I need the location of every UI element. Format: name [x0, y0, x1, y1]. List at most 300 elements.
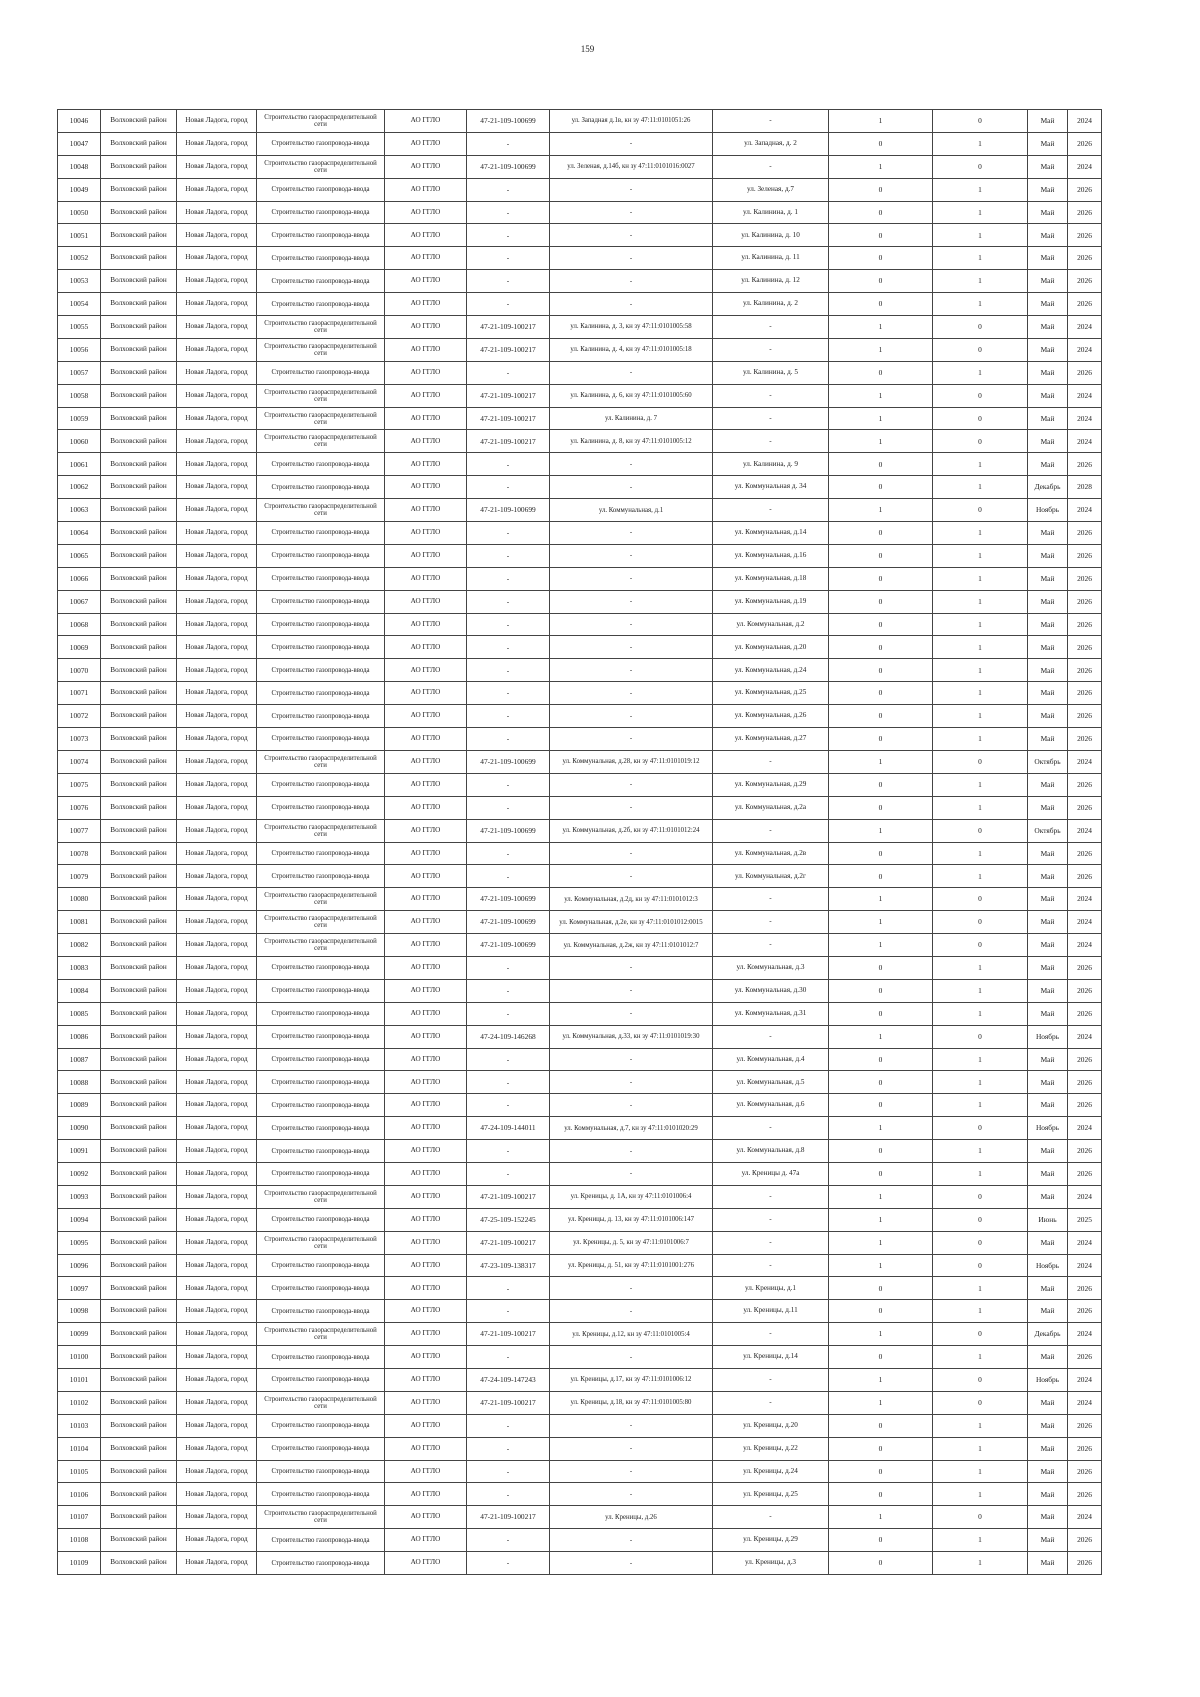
cell-count-inlet: 1: [933, 567, 1028, 590]
cell-settlement: Новая Ладога, город: [177, 1483, 257, 1506]
cell-year: 2026: [1068, 1162, 1102, 1185]
cell-operator: АО ГГЛО: [385, 407, 467, 430]
cell-target-address: -: [713, 338, 829, 361]
cell-object-address: -: [550, 178, 713, 201]
cell-registry-id: -: [467, 1346, 550, 1369]
cell-count-inlet: 1: [933, 1346, 1028, 1369]
cell-count-inlet: 1: [933, 178, 1028, 201]
cell-settlement: Новая Ладога, город: [177, 476, 257, 499]
cell-settlement: Новая Ладога, город: [177, 865, 257, 888]
cell-registry-id: -: [467, 773, 550, 796]
cell-district: Волховский район: [101, 1254, 177, 1277]
cell-row-number: 10076: [58, 796, 101, 819]
cell-year: 2026: [1068, 201, 1102, 224]
cell-district: Волховский район: [101, 544, 177, 567]
cell-registry-id: -: [467, 728, 550, 751]
cell-object-address: ул. Коммунальная, д.28, кн зу 47:11:0101019:12: [550, 750, 713, 773]
cell-operator: АО ГГЛО: [385, 1437, 467, 1460]
cell-month: Октябрь: [1028, 750, 1068, 773]
cell-district: Волховский район: [101, 750, 177, 773]
cell-registry-id: 47-21-109-100217: [467, 1323, 550, 1346]
cell-operator: АО ГГЛО: [385, 1002, 467, 1025]
cell-settlement: Новая Ладога, город: [177, 911, 257, 934]
cell-row-number: 10046: [58, 110, 101, 133]
cell-month: Ноябрь: [1028, 1117, 1068, 1140]
cell-row-number: 10072: [58, 705, 101, 728]
table-row: [58, 1048, 1102, 1071]
cell-registry-id: 47-24-109-144011: [467, 1117, 550, 1140]
cell-object-address: ул. Креницы, д.18, кн зу 47:11:0101005:80: [550, 1391, 713, 1414]
cell-row-number: 10084: [58, 979, 101, 1002]
cell-settlement: Новая Ладога, город: [177, 819, 257, 842]
cell-work-type: Строительство газораспределительной сети: [257, 888, 385, 911]
cell-settlement: Новая Ладога, город: [177, 201, 257, 224]
cell-year: 2026: [1068, 1483, 1102, 1506]
cell-month: Май: [1028, 132, 1068, 155]
cell-operator: АО ГГЛО: [385, 1254, 467, 1277]
cell-year: 2026: [1068, 1414, 1102, 1437]
cell-district: Волховский район: [101, 1529, 177, 1552]
cell-work-type: Строительство газопровода-ввода: [257, 178, 385, 201]
cell-target-address: -: [713, 1208, 829, 1231]
cell-registry-id: 47-21-109-100699: [467, 819, 550, 842]
cell-work-type: Строительство газопровода-ввода: [257, 1117, 385, 1140]
cell-count-inlet: 0: [933, 750, 1028, 773]
cell-year: 2026: [1068, 1460, 1102, 1483]
cell-operator: АО ГГЛО: [385, 590, 467, 613]
cell-district: Волховский район: [101, 728, 177, 751]
cell-count-network: 1: [829, 1368, 933, 1391]
cell-settlement: Новая Ладога, город: [177, 1071, 257, 1094]
cell-month: Май: [1028, 1552, 1068, 1575]
cell-registry-id: -: [467, 1094, 550, 1117]
cell-district: Волховский район: [101, 682, 177, 705]
cell-settlement: Новая Ладога, город: [177, 613, 257, 636]
cell-row-number: 10101: [58, 1368, 101, 1391]
cell-work-type: Строительство газопровода-ввода: [257, 1162, 385, 1185]
cell-month: Ноябрь: [1028, 1254, 1068, 1277]
cell-settlement: Новая Ладога, город: [177, 567, 257, 590]
cell-operator: АО ГГЛО: [385, 476, 467, 499]
cell-target-address: -: [713, 1117, 829, 1140]
cell-work-type: Строительство газопровода-ввода: [257, 1346, 385, 1369]
cell-row-number: 10063: [58, 499, 101, 522]
cell-settlement: Новая Ладога, город: [177, 888, 257, 911]
cell-year: 2024: [1068, 819, 1102, 842]
cell-month: Май: [1028, 270, 1068, 293]
cell-operator: АО ГГЛО: [385, 1208, 467, 1231]
cell-settlement: Новая Ладога, город: [177, 956, 257, 979]
cell-district: Волховский район: [101, 476, 177, 499]
cell-count-network: 0: [829, 590, 933, 613]
cell-work-type: Строительство газораспределительной сети: [257, 338, 385, 361]
cell-work-type: Строительство газопровода-ввода: [257, 453, 385, 476]
cell-registry-id: 47-21-109-100217: [467, 1506, 550, 1529]
cell-target-address: -: [713, 407, 829, 430]
cell-object-address: ул. Коммунальная, д.2ж, кн зу 47:11:0101012:7: [550, 934, 713, 957]
cell-count-network: 1: [829, 1185, 933, 1208]
cell-target-address: ул. Коммунальная, д.8: [713, 1140, 829, 1163]
cell-count-network: 0: [829, 956, 933, 979]
cell-month: Май: [1028, 842, 1068, 865]
cell-month: Май: [1028, 338, 1068, 361]
cell-work-type: Строительство газопровода-ввода: [257, 705, 385, 728]
cell-count-inlet: 1: [933, 979, 1028, 1002]
cell-month: Ноябрь: [1028, 1025, 1068, 1048]
cell-year: 2026: [1068, 567, 1102, 590]
cell-registry-id: 47-21-109-100217: [467, 338, 550, 361]
cell-row-number: 10056: [58, 338, 101, 361]
cell-object-address: -: [550, 1300, 713, 1323]
cell-district: Волховский район: [101, 1117, 177, 1140]
cell-object-address: -: [550, 1162, 713, 1185]
cell-registry-id: -: [467, 1300, 550, 1323]
cell-month: Май: [1028, 1140, 1068, 1163]
cell-count-inlet: 1: [933, 224, 1028, 247]
cell-operator: АО ГГЛО: [385, 750, 467, 773]
cell-target-address: ул. Калинина, д. 9: [713, 453, 829, 476]
cell-district: Волховский район: [101, 430, 177, 453]
cell-row-number: 10052: [58, 247, 101, 270]
cell-year: 2024: [1068, 1506, 1102, 1529]
cell-object-address: -: [550, 1437, 713, 1460]
cell-operator: АО ГГЛО: [385, 1277, 467, 1300]
cell-year: 2026: [1068, 705, 1102, 728]
cell-count-network: 0: [829, 1483, 933, 1506]
cell-count-inlet: 0: [933, 888, 1028, 911]
cell-year: 2026: [1068, 1071, 1102, 1094]
cell-month: Май: [1028, 1185, 1068, 1208]
cell-year: 2024: [1068, 155, 1102, 178]
cell-district: Волховский район: [101, 1277, 177, 1300]
cell-row-number: 10107: [58, 1506, 101, 1529]
cell-row-number: 10092: [58, 1162, 101, 1185]
cell-count-network: 1: [829, 1323, 933, 1346]
cell-month: Май: [1028, 1437, 1068, 1460]
cell-operator: АО ГГЛО: [385, 865, 467, 888]
cell-month: Май: [1028, 1002, 1068, 1025]
cell-row-number: 10093: [58, 1185, 101, 1208]
cell-registry-id: 47-21-109-100699: [467, 499, 550, 522]
cell-registry-id: -: [467, 293, 550, 316]
cell-object-address: ул. Креницы, д. 1А, кн зу 47:11:0101006:4: [550, 1185, 713, 1208]
cell-target-address: ул. Креницы, д.20: [713, 1414, 829, 1437]
cell-year: 2024: [1068, 407, 1102, 430]
cell-month: Май: [1028, 544, 1068, 567]
cell-count-network: 0: [829, 1048, 933, 1071]
table-row: [58, 1277, 1102, 1300]
cell-count-network: 0: [829, 476, 933, 499]
cell-count-network: 1: [829, 1254, 933, 1277]
cell-count-inlet: 0: [933, 499, 1028, 522]
cell-year: 2026: [1068, 247, 1102, 270]
cell-object-address: ул. Калинина, д. 4, кн зу 47:11:0101005:18: [550, 338, 713, 361]
cell-work-type: Строительство газопровода-ввода: [257, 636, 385, 659]
cell-registry-id: -: [467, 682, 550, 705]
table-row: [58, 316, 1102, 339]
cell-settlement: Новая Ладога, город: [177, 659, 257, 682]
cell-object-address: -: [550, 682, 713, 705]
cell-registry-id: -: [467, 1162, 550, 1185]
cell-operator: АО ГГЛО: [385, 1391, 467, 1414]
table-row: [58, 1300, 1102, 1323]
cell-target-address: -: [713, 499, 829, 522]
cell-operator: АО ГГЛО: [385, 567, 467, 590]
cell-settlement: Новая Ладога, город: [177, 224, 257, 247]
cell-row-number: 10073: [58, 728, 101, 751]
cell-count-network: 1: [829, 888, 933, 911]
cell-object-address: ул. Калинина, д. 8, кн зу 47:11:0101005:12: [550, 430, 713, 453]
cell-target-address: ул. Креницы, д.22: [713, 1437, 829, 1460]
cell-district: Волховский район: [101, 224, 177, 247]
cell-count-inlet: 1: [933, 476, 1028, 499]
cell-district: Волховский район: [101, 316, 177, 339]
cell-count-inlet: 1: [933, 773, 1028, 796]
cell-target-address: -: [713, 1391, 829, 1414]
cell-operator: АО ГГЛО: [385, 132, 467, 155]
cell-operator: АО ГГЛО: [385, 1162, 467, 1185]
table-row: [58, 979, 1102, 1002]
cell-object-address: -: [550, 1346, 713, 1369]
table-row: [58, 132, 1102, 155]
cell-count-inlet: 0: [933, 1117, 1028, 1140]
table-row: [58, 1208, 1102, 1231]
cell-object-address: -: [550, 636, 713, 659]
cell-settlement: Новая Ладога, город: [177, 1254, 257, 1277]
cell-registry-id: -: [467, 1437, 550, 1460]
table-row: [58, 178, 1102, 201]
cell-work-type: Строительство газопровода-ввода: [257, 1414, 385, 1437]
cell-count-network: 0: [829, 636, 933, 659]
cell-settlement: Новая Ладога, город: [177, 1002, 257, 1025]
cell-object-address: -: [550, 773, 713, 796]
cell-count-inlet: 1: [933, 453, 1028, 476]
cell-operator: АО ГГЛО: [385, 1048, 467, 1071]
cell-row-number: 10053: [58, 270, 101, 293]
cell-year: 2024: [1068, 1025, 1102, 1048]
cell-registry-id: -: [467, 247, 550, 270]
cell-registry-id: -: [467, 270, 550, 293]
cell-target-address: -: [713, 819, 829, 842]
cell-district: Волховский район: [101, 979, 177, 1002]
cell-count-inlet: 1: [933, 1483, 1028, 1506]
cell-row-number: 10075: [58, 773, 101, 796]
cell-work-type: Строительство газораспределительной сети: [257, 911, 385, 934]
cell-work-type: Строительство газораспределительной сети: [257, 1506, 385, 1529]
cell-row-number: 10109: [58, 1552, 101, 1575]
cell-target-address: ул. Коммунальная, д.14: [713, 522, 829, 545]
cell-settlement: Новая Ладога, город: [177, 361, 257, 384]
cell-registry-id: 47-21-109-100217: [467, 384, 550, 407]
cell-target-address: ул. Креницы, д.14: [713, 1346, 829, 1369]
cell-row-number: 10068: [58, 613, 101, 636]
cell-settlement: Новая Ладога, город: [177, 1460, 257, 1483]
cell-work-type: Строительство газопровода-ввода: [257, 224, 385, 247]
cell-work-type: Строительство газопровода-ввода: [257, 682, 385, 705]
cell-count-inlet: 1: [933, 1437, 1028, 1460]
cell-registry-id: -: [467, 544, 550, 567]
cell-work-type: Строительство газораспределительной сети: [257, 819, 385, 842]
cell-row-number: 10049: [58, 178, 101, 201]
cell-operator: АО ГГЛО: [385, 316, 467, 339]
cell-work-type: Строительство газопровода-ввода: [257, 865, 385, 888]
cell-operator: АО ГГЛО: [385, 1117, 467, 1140]
cell-work-type: Строительство газораспределительной сети: [257, 316, 385, 339]
cell-settlement: Новая Ладога, город: [177, 1231, 257, 1254]
cell-count-inlet: 0: [933, 407, 1028, 430]
table-row: [58, 1529, 1102, 1552]
cell-operator: АО ГГЛО: [385, 659, 467, 682]
cell-operator: АО ГГЛО: [385, 1346, 467, 1369]
cell-district: Волховский район: [101, 247, 177, 270]
cell-year: 2026: [1068, 224, 1102, 247]
table-row: [58, 1552, 1102, 1575]
page-number: 159: [580, 44, 595, 54]
cell-month: Май: [1028, 224, 1068, 247]
cell-district: Волховский район: [101, 705, 177, 728]
cell-month: Май: [1028, 1048, 1068, 1071]
cell-registry-id: -: [467, 1552, 550, 1575]
cell-settlement: Новая Ладога, город: [177, 1208, 257, 1231]
cell-month: Май: [1028, 247, 1068, 270]
cell-object-address: ул. Креницы, д.17, кн зу 47:11:0101006:12: [550, 1368, 713, 1391]
cell-operator: АО ГГЛО: [385, 773, 467, 796]
cell-count-inlet: 0: [933, 155, 1028, 178]
cell-object-address: -: [550, 361, 713, 384]
cell-count-network: 1: [829, 338, 933, 361]
cell-target-address: ул. Креницы, д.29: [713, 1529, 829, 1552]
cell-registry-id: -: [467, 453, 550, 476]
cell-count-inlet: 1: [933, 1162, 1028, 1185]
cell-settlement: Новая Ладога, город: [177, 544, 257, 567]
cell-settlement: Новая Ладога, город: [177, 705, 257, 728]
cell-work-type: Строительство газораспределительной сети: [257, 407, 385, 430]
cell-settlement: Новая Ладога, город: [177, 1414, 257, 1437]
cell-count-inlet: 1: [933, 361, 1028, 384]
cell-year: 2026: [1068, 361, 1102, 384]
cell-settlement: Новая Ладога, город: [177, 934, 257, 957]
cell-year: 2026: [1068, 1277, 1102, 1300]
cell-count-network: 1: [829, 384, 933, 407]
cell-month: Май: [1028, 888, 1068, 911]
cell-count-inlet: 0: [933, 1231, 1028, 1254]
cell-registry-id: 47-23-109-138317: [467, 1254, 550, 1277]
cell-settlement: Новая Ладога, город: [177, 270, 257, 293]
cell-registry-id: -: [467, 613, 550, 636]
cell-operator: АО ГГЛО: [385, 1483, 467, 1506]
cell-target-address: -: [713, 384, 829, 407]
cell-count-network: 0: [829, 1437, 933, 1460]
cell-settlement: Новая Ладога, город: [177, 773, 257, 796]
cell-year: 2024: [1068, 499, 1102, 522]
cell-row-number: 10077: [58, 819, 101, 842]
cell-count-network: 0: [829, 659, 933, 682]
table-row: [58, 1094, 1102, 1117]
cell-target-address: ул. Креницы, д.3: [713, 1552, 829, 1575]
cell-count-inlet: 1: [933, 613, 1028, 636]
table-row: [58, 1071, 1102, 1094]
cell-work-type: Строительство газопровода-ввода: [257, 1552, 385, 1575]
cell-object-address: -: [550, 567, 713, 590]
cell-year: 2026: [1068, 544, 1102, 567]
cell-month: Май: [1028, 155, 1068, 178]
cell-row-number: 10100: [58, 1346, 101, 1369]
cell-count-network: 0: [829, 270, 933, 293]
cell-row-number: 10050: [58, 201, 101, 224]
cell-district: Волховский район: [101, 1208, 177, 1231]
cell-settlement: Новая Ладога, город: [177, 499, 257, 522]
cell-year: 2024: [1068, 1323, 1102, 1346]
cell-settlement: Новая Ладога, город: [177, 842, 257, 865]
cell-row-number: 10048: [58, 155, 101, 178]
cell-district: Волховский район: [101, 361, 177, 384]
cell-month: Май: [1028, 796, 1068, 819]
cell-count-network: 0: [829, 293, 933, 316]
table-row: [58, 361, 1102, 384]
cell-settlement: Новая Ладога, город: [177, 384, 257, 407]
cell-object-address: ул. Коммунальная, д.2е, кн зу 47:11:0101012:0015: [550, 911, 713, 934]
cell-count-network: 1: [829, 430, 933, 453]
cell-work-type: Строительство газопровода-ввода: [257, 659, 385, 682]
cell-object-address: -: [550, 1483, 713, 1506]
cell-target-address: -: [713, 1025, 829, 1048]
table-row: [58, 522, 1102, 545]
cell-year: 2024: [1068, 1391, 1102, 1414]
cell-count-network: 0: [829, 613, 933, 636]
cell-settlement: Новая Ладога, город: [177, 178, 257, 201]
cell-count-network: 0: [829, 361, 933, 384]
cell-target-address: ул. Креницы, д.11: [713, 1300, 829, 1323]
cell-operator: АО ГГЛО: [385, 430, 467, 453]
cell-registry-id: -: [467, 201, 550, 224]
cell-count-inlet: 0: [933, 110, 1028, 133]
cell-count-inlet: 0: [933, 430, 1028, 453]
cell-object-address: -: [550, 956, 713, 979]
cell-settlement: Новая Ладога, город: [177, 1323, 257, 1346]
cell-work-type: Строительство газораспределительной сети: [257, 384, 385, 407]
cell-object-address: ул. Зеленая, д.14б, кн зу 47:11:0101016:0027: [550, 155, 713, 178]
cell-year: 2024: [1068, 1231, 1102, 1254]
cell-operator: АО ГГЛО: [385, 178, 467, 201]
cell-row-number: 10059: [58, 407, 101, 430]
cell-work-type: Строительство газопровода-ввода: [257, 728, 385, 751]
cell-target-address: ул. Креницы, д.1: [713, 1277, 829, 1300]
cell-month: Май: [1028, 1346, 1068, 1369]
cell-target-address: ул. Калинина, д. 11: [713, 247, 829, 270]
cell-work-type: Строительство газопровода-ввода: [257, 1208, 385, 1231]
cell-year: 2026: [1068, 865, 1102, 888]
cell-row-number: 10066: [58, 567, 101, 590]
cell-object-address: ул. Калинина, д. 7: [550, 407, 713, 430]
cell-district: Волховский район: [101, 1002, 177, 1025]
cell-target-address: ул. Коммунальная, д.19: [713, 590, 829, 613]
cell-count-inlet: 0: [933, 384, 1028, 407]
cell-year: 2026: [1068, 270, 1102, 293]
cell-operator: АО ГГЛО: [385, 1460, 467, 1483]
cell-object-address: -: [550, 1071, 713, 1094]
cell-registry-id: -: [467, 476, 550, 499]
cell-target-address: ул. Коммунальная, д.25: [713, 682, 829, 705]
cell-row-number: 10105: [58, 1460, 101, 1483]
cell-count-inlet: 1: [933, 956, 1028, 979]
cell-work-type: Строительство газопровода-ввода: [257, 979, 385, 1002]
table-row: [58, 659, 1102, 682]
cell-count-network: 0: [829, 865, 933, 888]
table-row: [58, 888, 1102, 911]
table-row: [58, 682, 1102, 705]
cell-year: 2026: [1068, 636, 1102, 659]
cell-registry-id: -: [467, 659, 550, 682]
